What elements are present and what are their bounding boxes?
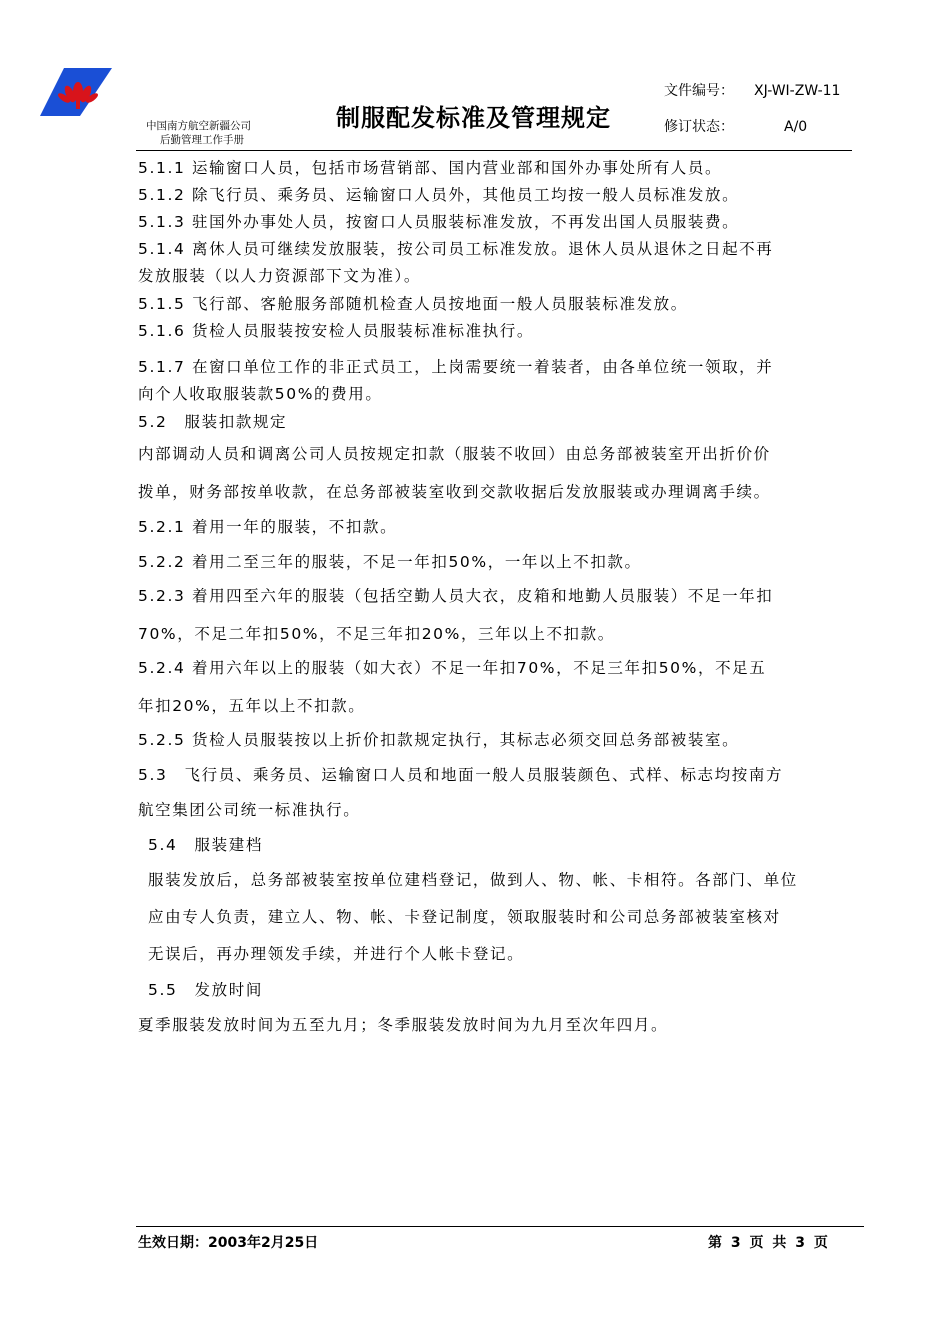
body-line: 发放服装（以人力资源部下文为准）。 [138,267,421,285]
body-line: 5.1.3 驻国外办事处人员，按窗口人员服装标准发放，不再发出国人员服装费。 [138,213,740,231]
body-line: 向个人收取服装款50%的费用。 [138,385,383,403]
body-line: 应由专人负责，建立人、物、帐、卡登记制度，领取服装时和公司总务部被装室核对 [148,908,781,926]
body-line: 年扣20%，五年以上不扣款。 [138,697,366,715]
body-line: 航空集团公司统一标准执行。 [138,801,361,819]
body-line: 5.2.1 着用一年的服装，不扣款。 [138,518,398,536]
body-line: 5.1.4 离休人员可继续发放服装，按公司员工标准发放。退休人员从退休之日起不再 [138,240,774,258]
document-title: 制服配发标准及管理规定 [336,104,611,132]
revision-value: A/0 [784,119,808,135]
body-line: 5.1.7 在窗口单位工作的非正式员工，上岗需要统一着装者，由各单位统一领取，并 [138,358,774,376]
body-line: 5.1.1 运输窗口人员，包括市场营销部、国内营业部和国外办事处所有人员。 [138,159,723,177]
body-line: 5.5 发放时间 [148,981,263,999]
doc-number-row [664,80,840,100]
header-divider [136,150,852,151]
body-line: 服装发放后，总务部被装室按单位建档登记，做到人、物、帐、卡相符。各部门、单位 [148,871,798,889]
body-line: 5.1.5 飞行部、客舱服务部随机检查人员按地面一般人员服装标准发放。 [138,295,688,313]
company-name [146,119,251,147]
body-line: 夏季服装发放时间为五至九月；冬季服装发放时间为九月至次年四月。 [138,1016,669,1034]
body-line: 5.1.2 除飞行员、乘务员、运输窗口人员外，其他员工均按一般人员标准发放。 [138,186,740,204]
body-line: 拨单，财务部按单收款，在总务部被装室收到交款收据后发放服装或办理调离手续。 [138,483,771,501]
revision-row [664,116,807,136]
airline-logo [40,68,112,116]
body-line: 5.2.3 着用四至六年的服装（包括空勤人员大衣，皮箱和地勤人员服装）不足一年扣 [138,587,774,605]
body-line: 5.3 飞行员、乘务员、运输窗口人员和地面一般人员服装颜色、式样、标志均按南方 [138,766,784,784]
body-line: 5.2.4 着用六年以上的服装（如大衣）不足一年扣70%，不足三年扣50%，不足五 [138,659,767,677]
body-line: 5.1.6 货检人员服装按安检人员服装标准标准执行。 [138,322,534,340]
body-line: 5.4 服装建档 [148,836,263,854]
body-line: 5.2.2 着用二至三年的服装，不足一年扣50%，一年以上不扣款。 [138,553,642,571]
company-line-1: 中国南方航空新疆公司 [146,120,251,132]
company-line-2: 后勤管理工作手册 [160,134,244,146]
footer-divider [136,1226,864,1227]
body-line: 5.2 服装扣款规定 [138,413,288,431]
effective-date: 生效日期：2003年2月25日 [138,1235,319,1251]
doc-number-label: 文件编号： [664,83,734,99]
revision-label: 修订状态： [664,119,734,135]
body-line: 内部调动人员和调离公司人员按规定扣款（服装不收回）由总务部被装室开出折价价 [138,445,771,463]
body-line: 5.2.5 货检人员服装按以上折价扣款规定执行，其标志必须交回总务部被装室。 [138,731,740,749]
doc-number-value: XJ-WI-ZW-11 [754,83,841,99]
kapok-flower-icon [40,68,112,116]
body-line: 无误后，再办理领发手续，并进行个人帐卡登记。 [148,945,525,963]
body-line: 70%，不足二年扣50%，不足三年扣20%，三年以上不扣款。 [138,625,615,643]
page-number: 第 3 页 共 3 页 [708,1235,828,1251]
